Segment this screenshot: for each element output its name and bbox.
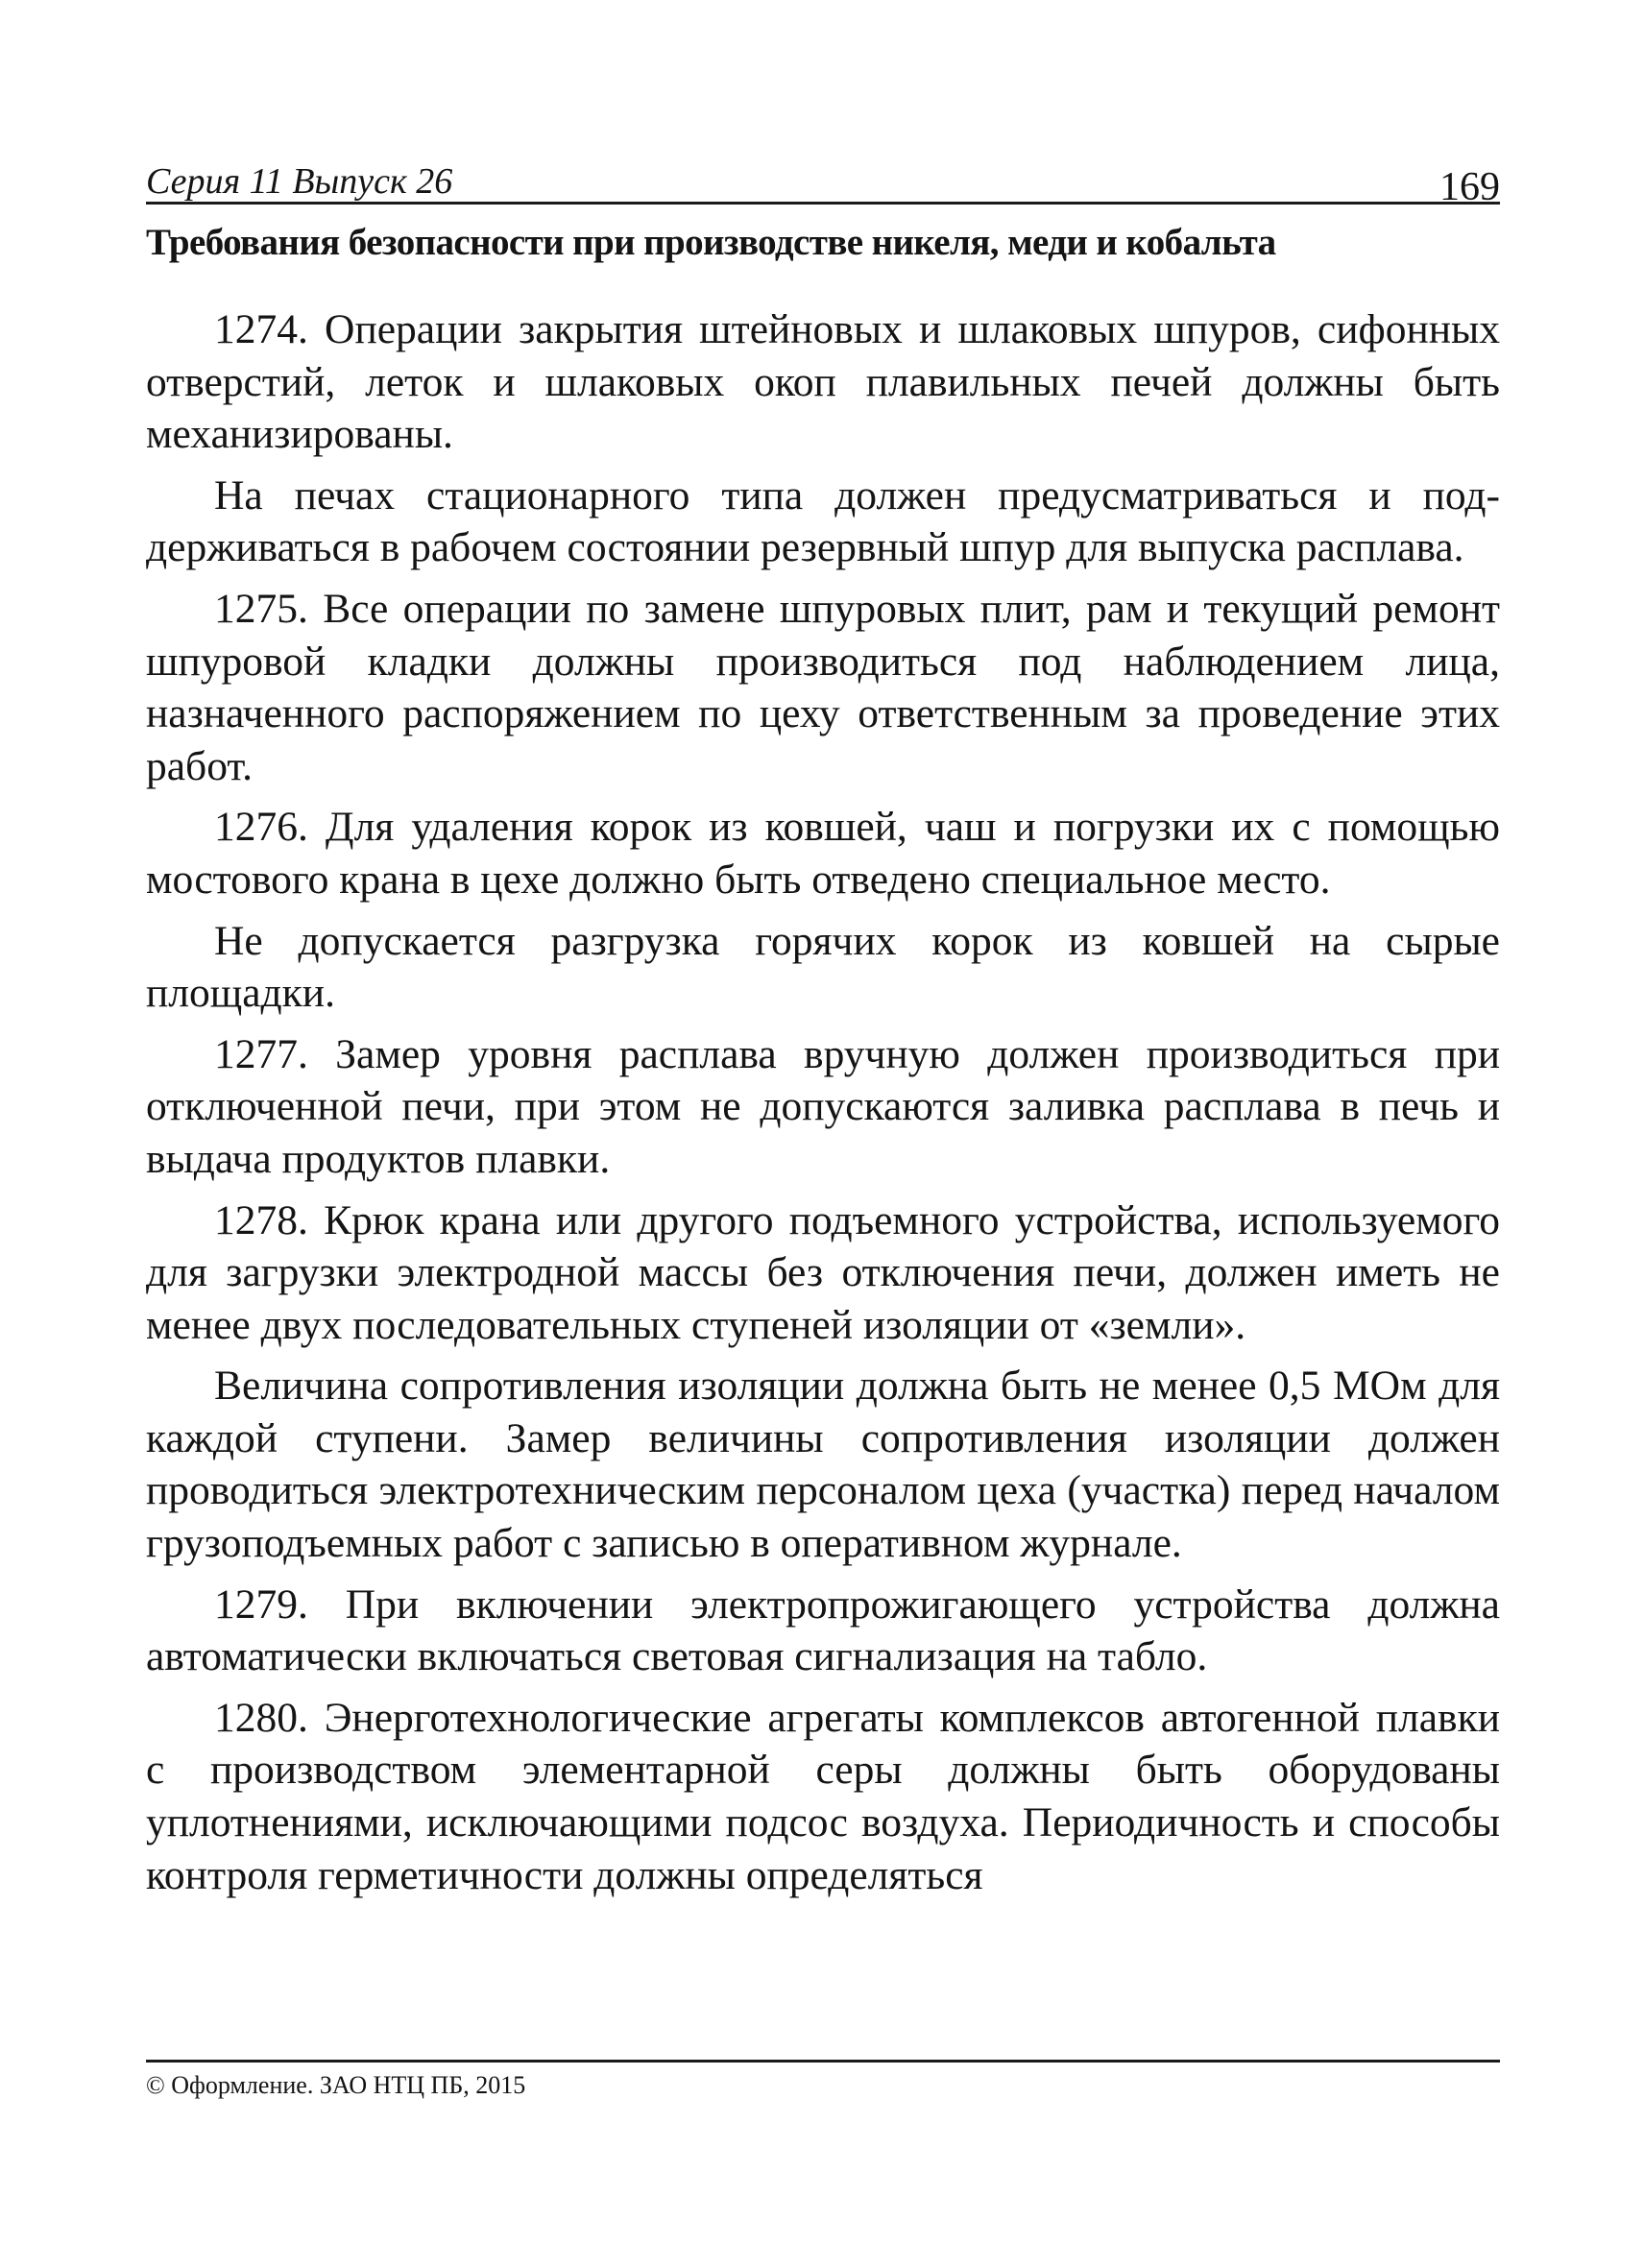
paragraph-1275: 1275. Все операции по замене шпуровых плит, рам и текущий ремонт шпуровой кладки должны производиться под наблюдением лица, назначенного распоряжением по цеху ответственным за проведение этих работ.	[146, 585, 1500, 789]
page-header	[146, 152, 1500, 209]
document-body	[146, 303, 1500, 1910]
paragraph-1276-note: Не допускается разгрузка горячих корок из ковшей на сырые площадки.	[146, 917, 1500, 1017]
series-label: Серия 11 Выпуск 26	[146, 161, 453, 202]
paragraph-1278-note: Величина сопротивления изоляции должна быть не менее 0,5 МОм для каждой ступени. Замер величины сопротивления изоляции должен проводиться электротехническим персоналом цеха (участка) перед началом грузоподъемных работ с записью в оперативном журнале.	[146, 1363, 1500, 1567]
page-number: 169	[1439, 165, 1500, 209]
paragraph-1274: 1274. Операции закрытия штейновых и шлаковых шпуров, сифонных отверстий, леток и шлаковых окоп плавильных печей должны быть механизированы.	[146, 306, 1500, 458]
copyright-notice: © Оформление. ЗАО НТЦ ПБ, 2015	[146, 2071, 526, 2099]
paragraph-1280: 1280. Энерготехнологические агрегаты комплексов автогенной плавки с производством элементарной серы должны быть оборудованы уплотнениями, исключающими подсос воздуха. Периодичность и способы контроля герметичности должны определяться	[146, 1694, 1500, 1898]
paragraph-1279: 1279. При включении электропрожигающего устройства должна автоматически включаться световая сигнализация на табло.	[146, 1580, 1500, 1680]
paragraph-1274-note: На печах стационарного типа должен предусматриваться и поддерживаться в рабочем состоянии резервный шпур для выпуска расплава.	[146, 471, 1500, 571]
paragraph-1276: 1276. Для удаления корок из ковшей, чаш и погрузки их с помощью мостового крана в цехе должно быть отведено специальное место.	[146, 804, 1500, 903]
page-footer	[146, 2060, 1500, 2099]
paragraph-1277: 1277. Замер уровня расплава вручную должен производиться при отключенной печи, при этом не допускаются заливка расплава в печь и выдача продуктов плавки.	[146, 1030, 1500, 1182]
section-title: Требования безопасности при производстве никеля, меди и кобальта	[146, 222, 1276, 263]
paragraph-1278: 1278. Крюк крана или другого подъемного устройства, используемого для загрузки электродной массы без отключения печи, должен иметь не менее двух последовательных ступеней изоляции от «земли».	[146, 1196, 1500, 1348]
